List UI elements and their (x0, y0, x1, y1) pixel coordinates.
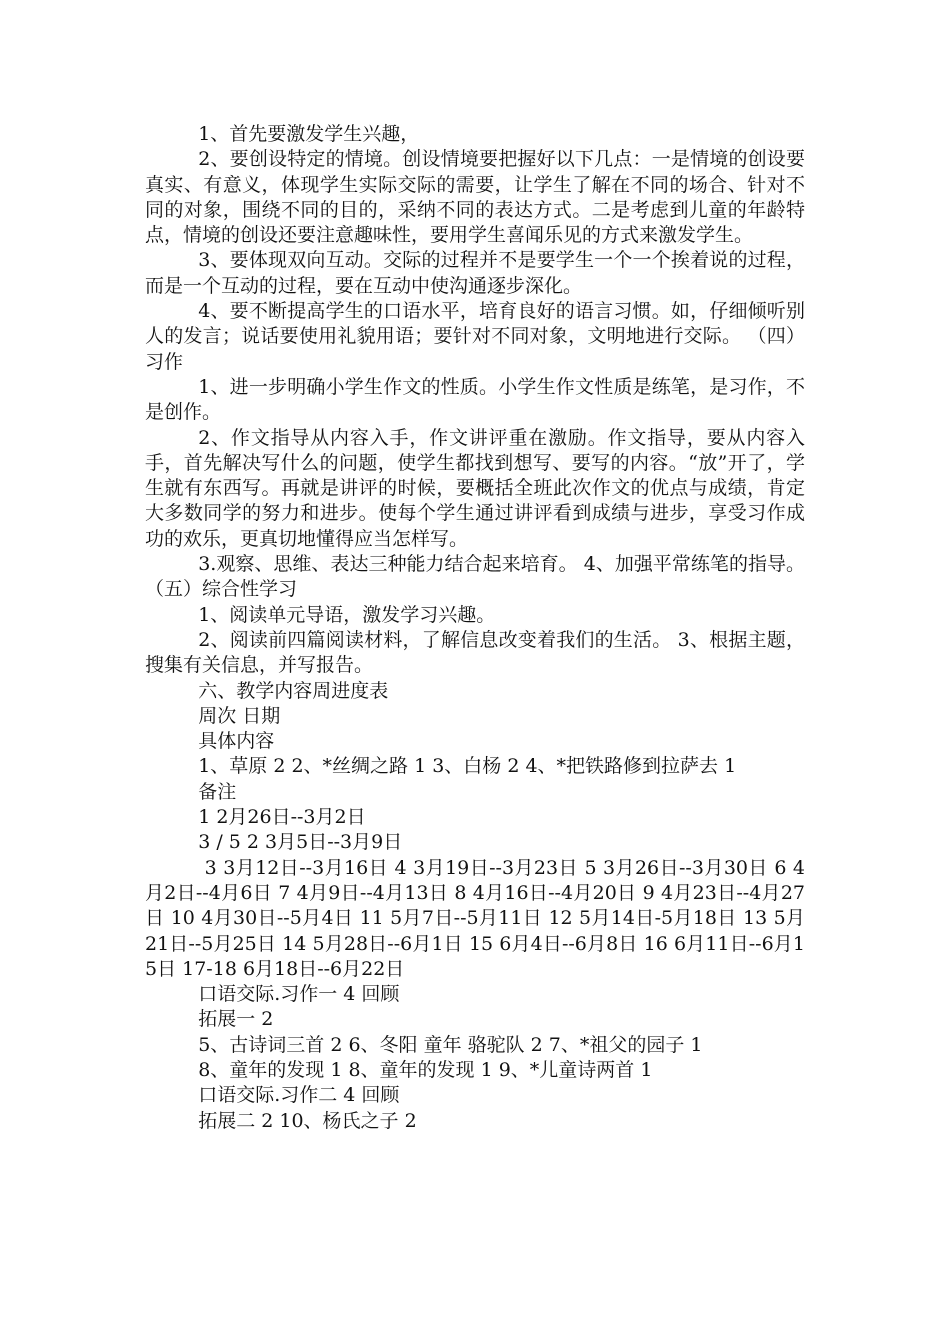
schedule-extension-two: 拓展二 2 10、杨氏之子 2 (198, 1109, 417, 1132)
section-heading-schedule: 六、教学内容周进度表 (198, 679, 389, 702)
paragraph-interaction: 3、要体现双向互动。交际的过程并不是要学生一个一个挨着说的过程，而是一个互动的过程，要在互动中使沟通逐步深化。 (145, 249, 805, 297)
paragraph-unit-guide: 1、阅读单元导语，激发学习兴趣。 (198, 603, 496, 626)
schedule-oral-writing-one: 口语交际.习作一 4 回顾 (198, 983, 400, 1006)
paragraph-reading-materials: 2、阅读前四篇阅读材料，了解信息改变着我们的生活。 3、根据主题，搜集有关信息，并写报告。 (145, 628, 805, 677)
paragraph-oral-level: 4、要不断提高学生的口语水平，培育良好的语言习惯。如，仔细倾听别人的发言；说话要使用礼貌用语；要针对不同对象，文明地进行交际。 （四）习作 (145, 300, 805, 373)
schedule-header-content: 具体内容 (198, 730, 275, 753)
schedule-week-1: 1 2月26日--3月2日 (198, 806, 366, 829)
paragraph-composition-guidance: 2、作文指导从内容入手，作文讲评重在激励。作文指导，要从内容入手，首先解决写什么的问题，使学生都找到想写、要写的内容。“放”开了，学生就有东西写。再就是讲评的时候，要概括全班此次作文的优点与成绩，肯定大多数同学的努力和进步。使每个学生通过讲评看到成绩与进步，享受习作成功的欢乐，更真切地懂得应当怎样写。 (145, 426, 805, 550)
paragraph-abilities: 3.观察、思维、表达三种能力结合起来培育。 4、加强平常练笔的指导。 （五）综合性学习 (145, 553, 812, 601)
paragraph-composition-nature: 1、进一步明确小学生作文的性质。小学生作文性质是练笔，是习作，不是创作。 (145, 375, 805, 424)
schedule-header-notes: 备注 (198, 780, 237, 803)
schedule-oral-writing-two: 口语交际.习作二 4 回顾 (198, 1084, 400, 1107)
schedule-unit-two-lessons-b: 8、童年的发现 1 8、童年的发现 1 9、*儿童诗两首 1 (198, 1058, 653, 1081)
document-body (145, 122, 812, 1134)
paragraph-interest: 1、首先要激发学生兴趣， (198, 123, 420, 145)
paragraph-situation: 2、要创设特定的情境。创设情境要把握好以下几点：一是情境的创设要真实、有意义，体现学生实际交际的需要，让学生了解在不同的场合、针对不同的对象，围绕不同的目的，采纳不同的表达方式。二是考虑到儿童的年龄特点，情境的创设还要注意趣味性，要用学生喜闻乐见的方式来激发学生。 (145, 148, 805, 247)
schedule-week-2: 3 / 5 2 3月5日--3月9日 (198, 831, 403, 854)
schedule-header-week-date: 周次 日期 (198, 704, 281, 727)
schedule-unit-two-lessons-a: 5、古诗词三首 2 6、冬阳 童年 骆驼队 2 7、*祖父的园子 1 (198, 1033, 703, 1056)
schedule-weeks-3-18: 3 3月12日--3月16日 4 3月19日--3月23日 5 3月26日--3月30日 6 4月2日--4月6日 7 4月9日--4月13日 8 4月16日--4月20日 9 4月23日--4月27日 10 4月30日--5月4日 11 5月7日--5月11日 12 5月14日-5月18日 13 5月21日--5月25日 14 5月28日--6月1日 15 6月4日--6月8日 16 6月11日--6月15日 17-18 6月18日--6月22日 (145, 856, 805, 980)
schedule-unit-one-lessons: 1、草原 2 2、*丝绸之路 1 3、白杨 2 4、*把铁路修到拉萨去 1 (198, 755, 737, 778)
schedule-extension-one: 拓展一 2 (198, 1008, 274, 1031)
